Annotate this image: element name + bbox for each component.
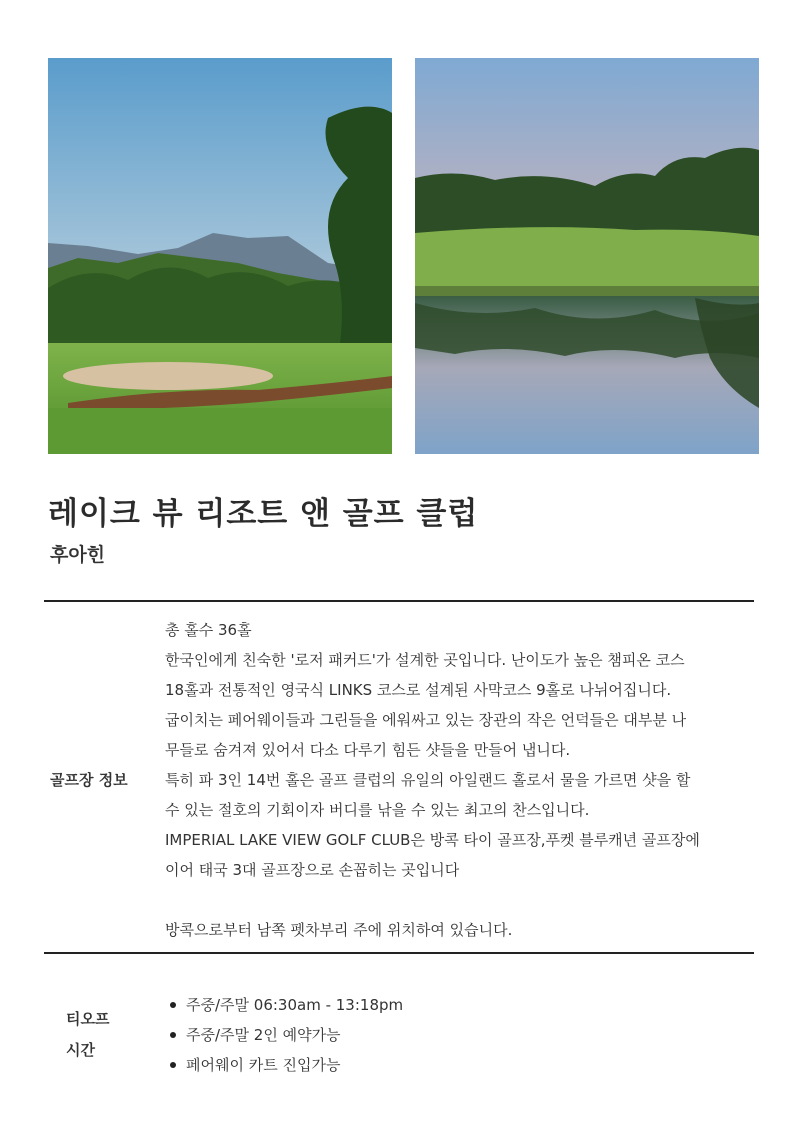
info-line: 특히 파 3인 14번 홀은 골프 클럽의 유일의 아일랜드 홀로서 물을 가르면 샷을 할: [165, 771, 691, 789]
tee-off-item: 페어웨이 카트 진입가능: [186, 1056, 341, 1074]
location-line: 방콕으로부터 남쪽 펫차부리 주에 위치하여 있습니다.: [165, 921, 513, 939]
info-line: 18홀과 전통적인 영국식 LINKS 코스로 설계된 사막코스 9홀로 나뉘어집니다.: [165, 681, 672, 699]
info-line: 무들로 숨겨져 있어서 다소 다루기 힘든 샷들을 만들어 냅니다.: [165, 741, 571, 759]
course-info-body: [165, 615, 760, 945]
info-line: 수 있는 절호의 기회이자 버디를 낚을 수 있는 최고의 찬스입니다.: [165, 801, 590, 819]
spacer: [165, 885, 760, 915]
info-line: 굽이치는 페어웨이들과 그린들을 에워싸고 있는 장관의 작은 언덕들은 대부분 나: [165, 711, 687, 729]
bullet-icon: [170, 1062, 176, 1068]
info-line: 한국인에게 친숙한 '로저 패커드'가 설계한 곳입니다. 난이도가 높은 챔피온 코스: [165, 651, 685, 669]
list-item: [168, 1050, 403, 1080]
tee-off-item: 주중/주말 2인 예약가능: [186, 1026, 341, 1044]
list-item: [168, 1020, 403, 1050]
list-item: [168, 990, 403, 1020]
page-title: 레이크 뷰 리조트 앤 골프 클럽: [48, 496, 479, 532]
tee-off-item: 주중/주말 06:30am - 13:18pm: [186, 996, 404, 1014]
golf-course-mountain-photo: [48, 58, 392, 454]
section-divider: [44, 600, 754, 602]
course-info-label: 골프장 정보: [50, 771, 128, 789]
info-line: 총 홀수 36홀: [165, 621, 252, 639]
section-divider: [44, 952, 754, 954]
tee-off-list: [168, 990, 403, 1080]
bullet-icon: [170, 1002, 176, 1008]
tee-off-label-line: 시간: [66, 1041, 95, 1059]
info-line: IMPERIAL LAKE VIEW GOLF CLUB은 방콕 타이 골프장,푸켓 블루캐년 골프장에: [165, 831, 700, 849]
bullet-icon: [170, 1032, 176, 1038]
photo-gallery: [48, 58, 759, 454]
location-subtitle: 후아힌: [50, 544, 106, 566]
tee-off-label: [66, 1004, 109, 1066]
golf-course-lake-photo: [415, 58, 759, 454]
tee-off-label-line: 티오프: [66, 1010, 110, 1028]
info-line: 이어 태국 3대 골프장으로 손꼽히는 곳입니다: [165, 861, 460, 879]
